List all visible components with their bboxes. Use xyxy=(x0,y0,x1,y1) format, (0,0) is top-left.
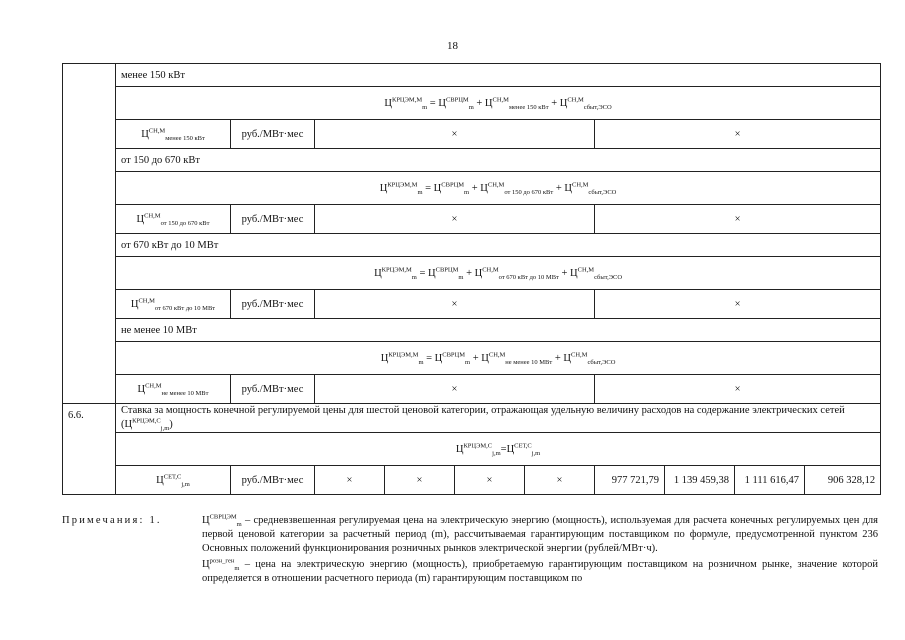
page-number: 18 xyxy=(447,40,458,52)
value-cell: × xyxy=(455,466,525,495)
value-cell: × xyxy=(385,466,455,495)
symbol-cell: $Ц^{СЕТ,С}_{j,m}$ xyxy=(116,466,231,495)
value-cell: × xyxy=(315,375,595,404)
formula: $Ц^{КРЦЭМ,М}_m = Ц^{СВРЦМ}_m + Ц^{СН,М}_{от 150 до 670 кВт} + Ц^{СН,М}_{сбыт,ЭСО}$ xyxy=(379,181,617,196)
value-cell: × xyxy=(595,290,881,319)
section-heading-row xyxy=(63,234,881,257)
formula: $Ц^{КРЦЭМ,С}_{j,m}=Ц^{СЕТ,С}_{j,m}$ xyxy=(455,442,541,457)
section-heading-row xyxy=(63,64,881,87)
note-1 xyxy=(202,514,878,556)
notes-label: Примечания: 1. xyxy=(62,515,162,526)
unit-cell: руб./МВт·мес xyxy=(231,375,315,404)
formula: $Ц^{КРЦЭМ,М}_m = Ц^{СВРЦМ}_m + Ц^{СН,М}_{от 670 кВт до 10 МВт} + Ц^{СН,М}_{сбыт,ЭСО}$ xyxy=(374,266,623,281)
note-1-text: – средневзвешенная регулируемая цена на электрическую энергию (мощность), используемая для расчета конечных регулируемых цен для первой ценовой категории за расчетный период (m), рассчитываемая гарантирующим поставщиком по формуле, предусмотренной пунктом 236 Основных положений функционирования розничных рынков электрической энергии (рублей/МВт·ч). xyxy=(202,515,878,554)
value-cell: 1 139 459,38 xyxy=(665,466,735,495)
item-number: 6.6. xyxy=(63,404,116,495)
formula-row xyxy=(63,257,881,290)
symbol-cell: $Ц^{СН,М}_{от 150 до 670 кВт}$ xyxy=(116,205,231,234)
symbol-cell: $Ц^{СН,М}_{менее 150 кВт}$ xyxy=(116,120,231,149)
value-cell: × xyxy=(595,120,881,149)
section-heading: не менее 10 МВт xyxy=(116,319,881,342)
item-66-row xyxy=(63,404,881,433)
unit-cell: руб./МВт·мес xyxy=(231,120,315,149)
note-2-text: – цена на электрическую энергию (мощность), приобретаемую гарантирующим поставщиком на розничном рынке, значение которой определяется в отношении расчетного периода (m) гарантирующим поставщиком по xyxy=(202,559,878,584)
notes-body xyxy=(202,514,878,588)
symbol-cell: $Ц^{СН,М}_{от 670 кВт до 10 МВт}$ xyxy=(116,290,231,319)
symbol-cell: $Ц^{СН,М}_{не менее 10 МВт}$ xyxy=(116,375,231,404)
value-cell: × xyxy=(595,205,881,234)
table-row xyxy=(63,375,881,404)
value-cell: × xyxy=(595,375,881,404)
value-cell: × xyxy=(315,290,595,319)
item-description: Ставка за мощность конечной регулируемой цены для шестой ценовой категории, отражающая удельную величину расходов на содержание электрических сетей $(Ц^{КРЦЭМ,С}_{j,m})$ xyxy=(116,404,881,433)
section-heading-row xyxy=(63,149,881,172)
unit-cell: руб./МВт·мес xyxy=(231,205,315,234)
tariff-table xyxy=(62,63,881,495)
formula-row xyxy=(63,172,881,205)
value-cell: × xyxy=(525,466,595,495)
value-cell: × xyxy=(315,205,595,234)
value-cell: × xyxy=(315,120,595,149)
value-cell: 1 111 616,47 xyxy=(735,466,805,495)
table-row xyxy=(63,120,881,149)
table-body xyxy=(63,64,881,495)
table-row xyxy=(63,290,881,319)
value-cell: 977 721,79 xyxy=(595,466,665,495)
formula: $Ц^{КРЦЭМ,М}_m = Ц^{СВРЦМ}_m + Ц^{СН,М}_{не менее 10 МВт} + Ц^{СН,М}_{сбыт,ЭСО}$ xyxy=(380,351,616,366)
note-2-symbol: $Ц^{розн\_ген}_m$ xyxy=(202,557,240,573)
note-2 xyxy=(202,558,878,586)
section-heading: от 670 кВт до 10 МВт xyxy=(116,234,881,257)
unit-cell: руб./МВт·мес xyxy=(231,290,315,319)
value-cell: 906 328,12 xyxy=(805,466,881,495)
formula-row xyxy=(63,433,881,466)
formula-row xyxy=(63,87,881,120)
formula-row xyxy=(63,342,881,375)
section-heading: от 150 до 670 кВт xyxy=(116,149,881,172)
section-heading: менее 150 кВт xyxy=(116,64,881,87)
table-row xyxy=(63,466,881,495)
table-row xyxy=(63,205,881,234)
section-heading-row xyxy=(63,319,881,342)
unit-cell: руб./МВт·мес xyxy=(231,466,315,495)
value-cell: × xyxy=(315,466,385,495)
number-cell-empty xyxy=(63,64,116,404)
formula: $Ц^{КРЦЭМ,М}_m = Ц^{СВРЦМ}_m + Ц^{СН,М}_{менее 150 кВт} + Ц^{СН,М}_{сбыт,ЭСО}$ xyxy=(384,96,612,111)
note-1-symbol: $Ц^{СВРЦЭМ}_m$ xyxy=(202,513,242,529)
